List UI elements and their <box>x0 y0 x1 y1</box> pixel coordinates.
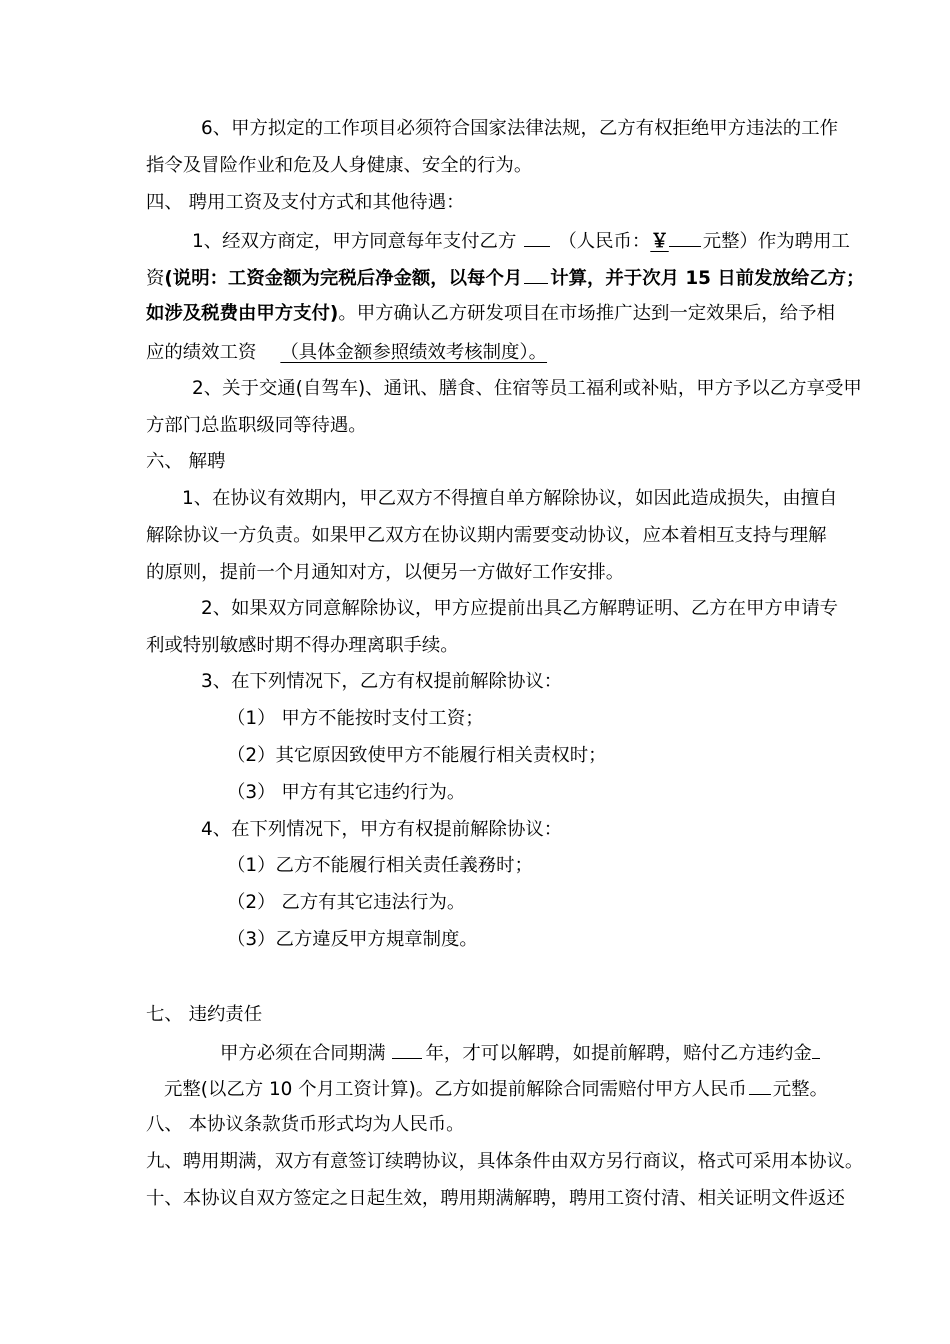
blank-field-years <box>392 1040 422 1059</box>
bold-note: 计算，并于次月 15 日前发放给乙方； <box>550 268 865 289</box>
clause-nine: 九、聘用期满，双方有意签订续聘协议，具体条件由双方另行商议，格式可采用本协议。 <box>146 1151 864 1172</box>
text-segment: 元整(以乙方 10 个月工资计算)。乙方如提前解除合同需赔付甲方人民币 <box>164 1079 747 1100</box>
text-line: 解除协议一方负责。如果甲乙双方在协议期内需要变动协议，应本着相互支持与理解 <box>146 525 827 546</box>
text-line <box>192 228 850 254</box>
text-line <box>146 302 835 326</box>
text-line: 1、在协议有效期内，甲乙双方不得擅自单方解除协议，如因此造成损失，由擅自 <box>182 488 838 509</box>
list-item: （2）其它原因致使甲方不能履行相关责权时； <box>227 745 607 766</box>
text-line: 方部门总监职级同等待遇。 <box>146 415 367 436</box>
text-segment: 1、经双方商定，甲方同意每年支付乙方 <box>192 231 517 252</box>
text-line: 4、在下列情况下，甲方有权提前解除协议： <box>201 819 563 840</box>
text-line <box>164 1076 828 1102</box>
text-line: 3、在下列情况下，乙方有权提前解除协议： <box>201 671 563 692</box>
text-line <box>146 265 865 291</box>
text-line: 6、甲方拟定的工作项目必须符合国家法律法规，乙方有权拒绝甲方违法的工作 <box>201 118 838 139</box>
text-line: 利或特别敏感时期不得办理离职手续。 <box>146 635 459 656</box>
list-item: （3） 甲方有其它违约行为。 <box>227 782 466 803</box>
blank-field-rmb-amount <box>669 228 701 247</box>
blank-field-period <box>524 265 548 284</box>
list-item: （1）乙方不能履行相关责任義務时； <box>227 855 533 876</box>
text-line: 的原则，提前一个月通知对方，以便另一方做好工作安排。 <box>146 562 625 583</box>
text-line: 2、关于交通(自驾车)、通讯、膳食、住宿等员工福利或补贴，甲方予以乙方享受甲 <box>192 378 862 399</box>
currency-symbol: ￥ <box>650 231 669 252</box>
text-line <box>146 341 547 365</box>
text-segment: 元整。 <box>772 1079 828 1100</box>
blank-field-penalty <box>812 1040 820 1059</box>
list-item: （1） 甲方不能按时支付工资； <box>227 708 484 729</box>
section-heading-wages: 四、 聘用工资及支付方式和其他待遇： <box>146 192 465 213</box>
text-segment: 年，才可以解聘，如提前解聘，赔付乙方违约金 <box>425 1043 812 1064</box>
text-segment: 。甲方确认乙方研发项目在市场推广达到一定效果后，给予相 <box>338 303 835 324</box>
section-heading-breach: 七、 违约责任 <box>146 1004 263 1025</box>
section-heading-dismissal: 六、 解聘 <box>146 451 226 472</box>
text-line: 指令及冒险作业和危及人身健康、安全的行为。 <box>146 155 533 176</box>
text-segment: 元整）作为聘用工 <box>702 231 850 252</box>
text-line: 2、如果双方同意解除协议，甲方应提前出具乙方解聘证明、乙方在甲方申请专 <box>201 598 838 619</box>
text-segment: 资 <box>146 268 165 289</box>
underlined-text: （具体金额参照绩效考核制度）。 <box>280 342 548 363</box>
clause-ten: 十、本协议自双方签定之日起生效，聘用期满解聘，聘用工资付清、相关证明文件返还 <box>146 1188 845 1209</box>
clause-eight: 八、 本协议条款货币形式均为人民币。 <box>146 1114 465 1135</box>
text-segment: （人民币： <box>558 231 651 252</box>
bold-note: 如涉及税费由甲方支付) <box>146 303 339 324</box>
list-item: （2） 乙方有其它违法行为。 <box>227 892 466 913</box>
list-item: （3）乙方違反甲方規章制度。 <box>227 929 478 950</box>
text-line <box>220 1040 820 1066</box>
bold-note: (说明：工资金额为完税后净金额，以每个月 <box>164 268 523 289</box>
text-segment: 应的绩效工资 <box>146 342 257 363</box>
blank-field-compensation <box>749 1076 771 1095</box>
blank-field-annual-amount <box>524 228 550 247</box>
text-segment: 甲方必须在合同期满 <box>220 1043 386 1064</box>
